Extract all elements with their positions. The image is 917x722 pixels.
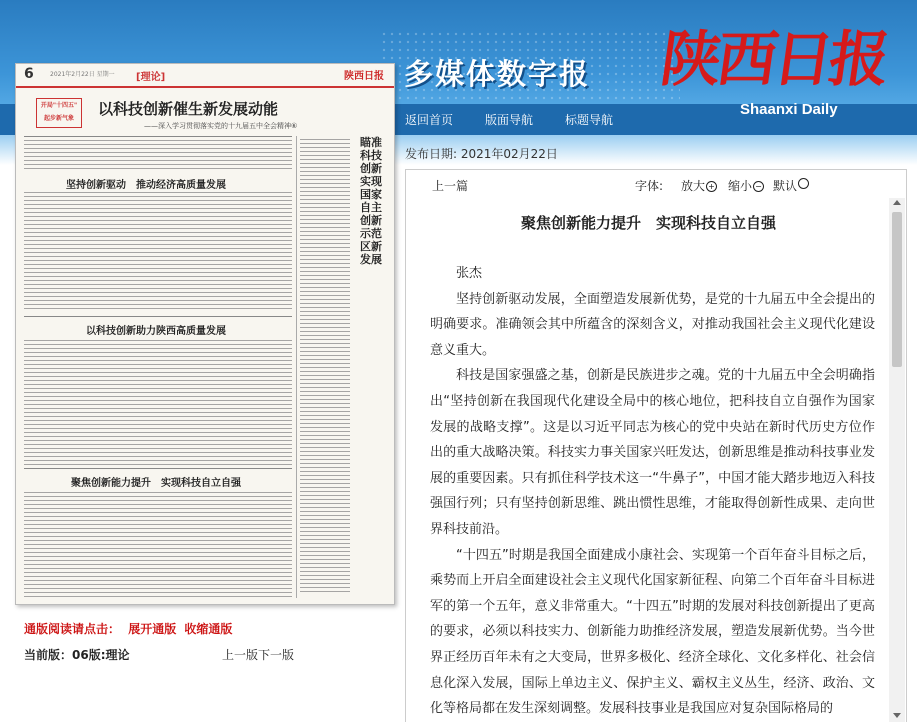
newspaper-page-thumbnail[interactable] (15, 63, 395, 605)
expand-page-link[interactable]: 展开通版 (128, 622, 177, 636)
paper-main-title: 以科技创新催生新发展动能 (98, 100, 279, 118)
paper-main-subtitle: ——深入学习贯彻落实党的十九届五中全会精神⑥ (144, 122, 298, 130)
nav-page-nav-link[interactable]: 版面导航 (485, 113, 534, 127)
paper-vertical-title: 瞄准科技创新 实现国家自主创新示范区新发展 (360, 136, 382, 266)
font-smaller-label: 缩小 (728, 179, 753, 193)
paper-text-block (24, 192, 292, 312)
nav-title-nav-link[interactable]: 标题导航 (565, 113, 614, 127)
prev-page-link[interactable]: 上一版 (222, 648, 259, 662)
font-larger-button[interactable] (681, 177, 717, 194)
article-toolbar (406, 170, 906, 198)
paper-text-block (300, 139, 350, 594)
circle-icon (798, 178, 809, 189)
article-paragraph: 坚持创新驱动发展，全面塑造发展新优势，是党的十九届五中全会提出的明确要求。准确领会其中所蕴含的深刻含义，对推动我国社会主义现代化建设意义重大。 (430, 291, 875, 358)
nav-home-link[interactable]: 返回首页 (405, 113, 454, 127)
full-page-label: 通版阅读请点击： (24, 622, 121, 636)
paper-section: [理论] (136, 72, 166, 83)
scroll-up-arrow-icon[interactable] (893, 200, 901, 205)
paper-badge: 开局"十四五" 起步新气象 (36, 98, 82, 128)
font-larger-label: 放大 (681, 179, 706, 193)
font-default-button[interactable] (773, 177, 809, 194)
logo-en: Shaanxi Daily (740, 101, 838, 118)
article-paragraph: 科技是国家强盛之基，创新是民族进步之魂。党的十九届五中全会明确指出“坚持创新在我国现代化建设全局中的核心地位，把科技自立自强作为国家发展的战略支撑”。这是以习近平同志为核心的党中央站在新时代历史方位作出的重大战略决策。科技实力事关国家兴旺发达，创新思维是推动科技事业发展的重要因素。只有抓住科学技术这一“牛鼻子”，中国才能大踏步地迈入科技强国行列；只有坚持创新思维、跳出惯性思维，才能取得创新性成果、走向世界科技前沿。 (430, 368, 875, 537)
article-author: 张杰 (456, 266, 483, 281)
prev-article-link[interactable]: 上一篇 (432, 179, 469, 193)
main-nav (405, 104, 613, 135)
paper-divider (24, 468, 292, 469)
plus-circle-icon: + (706, 181, 717, 192)
page-nav (222, 646, 294, 663)
paper-date: 2021年2月22日 星期一 (50, 71, 115, 78)
minus-circle-icon: − (753, 181, 764, 192)
logo-cn: 陕西日报 (656, 25, 891, 95)
paper-text-block (24, 492, 292, 598)
paper-divider (24, 136, 292, 137)
paper-divider (24, 316, 292, 317)
font-default-label: 默认 (773, 179, 798, 193)
paper-headline-1: 坚持创新驱动 推动经济高质量发展 (66, 180, 226, 191)
paper-text-block (24, 340, 292, 465)
paper-page-number: 6 (24, 66, 34, 82)
scrollbar-thumb[interactable] (892, 212, 902, 367)
paper-column-divider (296, 136, 297, 598)
publish-date: 发布日期: 2021年02月22日 (405, 147, 558, 161)
next-page-link[interactable]: 下一版 (258, 648, 295, 662)
article-body (430, 261, 875, 722)
article-panel (405, 169, 907, 722)
collapse-page-link[interactable]: 收缩通版 (184, 622, 233, 636)
paper-text-block (24, 140, 292, 170)
article-scrollbar[interactable] (889, 198, 905, 722)
font-smaller-button[interactable] (728, 177, 764, 194)
article-paragraph: “十四五”时期是我国全面建成小康社会、实现第一个百年奋斗目标之后，乘势而上开启全面建设社会主义现代化国家新征程、向第二个百年奋斗目标进军的第一个五年，意义非常重大。“十四五”时期的发展对科技创新提出了更高的要求，必须以科技实力、创新能力助推经济发展，塑造发展新优势。当今世界正经历百年未有之大变局，世界多极化、经济全球化、文化多样化、社会信息化深入发展，国际上单边主义、保护主义、霸权主义丛生，经济、政治、文化等格局都在发生深刻调整。发展科技事业是我国应对复杂国际格局的 (430, 547, 875, 717)
site-title: 多媒体数字报 (404, 57, 591, 91)
paper-masthead: 陕西日报 (344, 71, 384, 82)
scroll-down-arrow-icon[interactable] (893, 713, 901, 718)
font-size-label: 字体: (635, 179, 664, 193)
current-page-label: 当前版：06版:理论 (24, 648, 130, 662)
article-title: 聚焦创新能力提升 实现科技自立自强 (520, 214, 776, 232)
paper-headline-2: 以科技创新助力陕西高质量发展 (86, 326, 226, 337)
full-page-links (24, 620, 236, 637)
paper-headline-3: 聚焦创新能力提升 实现科技自立自强 (71, 478, 241, 489)
